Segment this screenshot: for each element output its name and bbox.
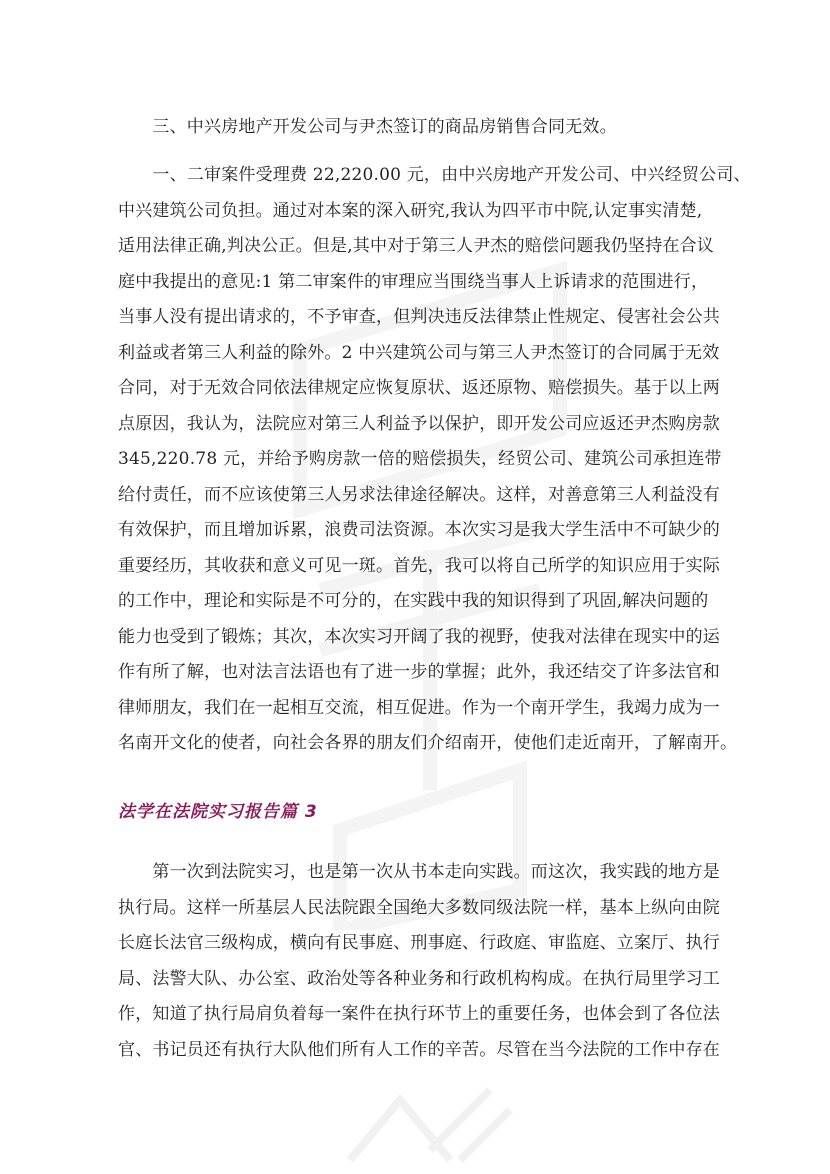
paragraph-line: 的工作中，理论和实际是不可分的，在实践中我的知识得到了巩固,解决问题的 — [118, 591, 709, 611]
paragraph-line: 庭中我提出的意见:1 第二审案件的审理应当围绕当事人上诉请求的范围进行， — [118, 271, 709, 292]
paragraph-line: 345,220.78 元，并给予购房款一倍的赔偿损失，经贸公司、建筑公司承担连带 — [118, 449, 722, 469]
paragraph-line: 能力也受到了锻炼；其次，本次实习开阔了我的视野，使我对法律在现实中的运 — [118, 626, 720, 647]
paragraph-line: 重要经历，其收获和意义可见一斑。首先，我可以将自己所学的知识应用于实际 — [118, 555, 720, 576]
paragraph-line: 点原因，我认为，法院应对第三人利益予以保护，即开发公司应返还尹杰购房款 — [118, 413, 720, 434]
paragraph-line: 中兴建筑公司负担。通过对本案的深入研究,我认为四平市中院,认定事实清楚, — [118, 200, 703, 221]
paragraph-line: 一、二审案件受理费 22,220.00 元，由中兴房地产开发公司、中兴经贸公司、 — [118, 165, 751, 185]
paragraph-line: 三、中兴房地产开发公司与尹杰签订的商品房销售合同无效。 — [118, 117, 617, 137]
paragraph-line: 局、法警大队、办公室、政治处等各种业务和行政机构构成。在执行局里学习工 — [118, 968, 720, 989]
paragraph-line: 作有所了解，也对法言法语也有了进一步的掌握；此外，我还结交了许多法官和 — [118, 662, 720, 682]
paragraph-line: 利益或者第三人利益的除外。2 中兴建筑公司与第三人尹杰签订的合同属于无效 — [118, 342, 720, 363]
paragraph-line: 名南开文化的使者，向社会各界的朋友们介绍南开，使他们走近南开，了解南开。 — [118, 733, 738, 753]
paragraph-line: 官、书记员还有执行大队他们所有人工作的辛苦。尽管在当今法院的工作中存在 — [118, 1039, 720, 1060]
paragraph-line: 长庭长法官三级构成，横向有民事庭、刑事庭、行政庭、审监庭、立案厅、执行 — [118, 933, 720, 953]
paragraph-line: 第一次到法院实习，也是第一次从书本走向实践。而这次，我实践的地方是 — [118, 862, 720, 882]
paragraph-line: 执行局。这样一所基层人民法院跟全国绝大多数同级法院一样，基本上纵向由院 — [118, 897, 720, 918]
paragraph-line: 给付责任，而不应该使第三人另求法律途径解决。这样，对善意第三人利益没有 — [118, 484, 720, 505]
paragraph-line: 有效保护，而且增加诉累，浪费司法资源。本次实习是我大学生活中不可缺少的 — [118, 520, 720, 540]
paragraph-line: 作，知道了执行局肩负着每一案件在执行环节上的重要任务，也体会到了各位法 — [118, 1004, 720, 1024]
paragraph-line: 适用法律正确,判决公正。但是,其中对于第三人尹杰的赔偿问题我仍坚持在合议 — [118, 236, 715, 256]
paragraph-1 — [118, 110, 718, 146]
paragraph-line: 律师朋友，我们在一起相互交流，相互促进。作为一个南开学生，我竭力成为一 — [118, 697, 720, 718]
paragraph-2 — [118, 158, 751, 762]
paragraph-line: 合同，对于无效合同依法律规定应恢复原状、返还原物、赔偿损失。基于以上两 — [118, 378, 720, 398]
paragraph-3 — [118, 855, 718, 1068]
paragraph-line: 当事人没有提出请求的，不予审查，但判决违反法律禁止性规定、侵害社会公共 — [118, 307, 720, 327]
watermark-bottom-graphic — [340, 1080, 520, 1170]
section-heading: 法学在法院实习报告篇 3 — [118, 802, 318, 822]
